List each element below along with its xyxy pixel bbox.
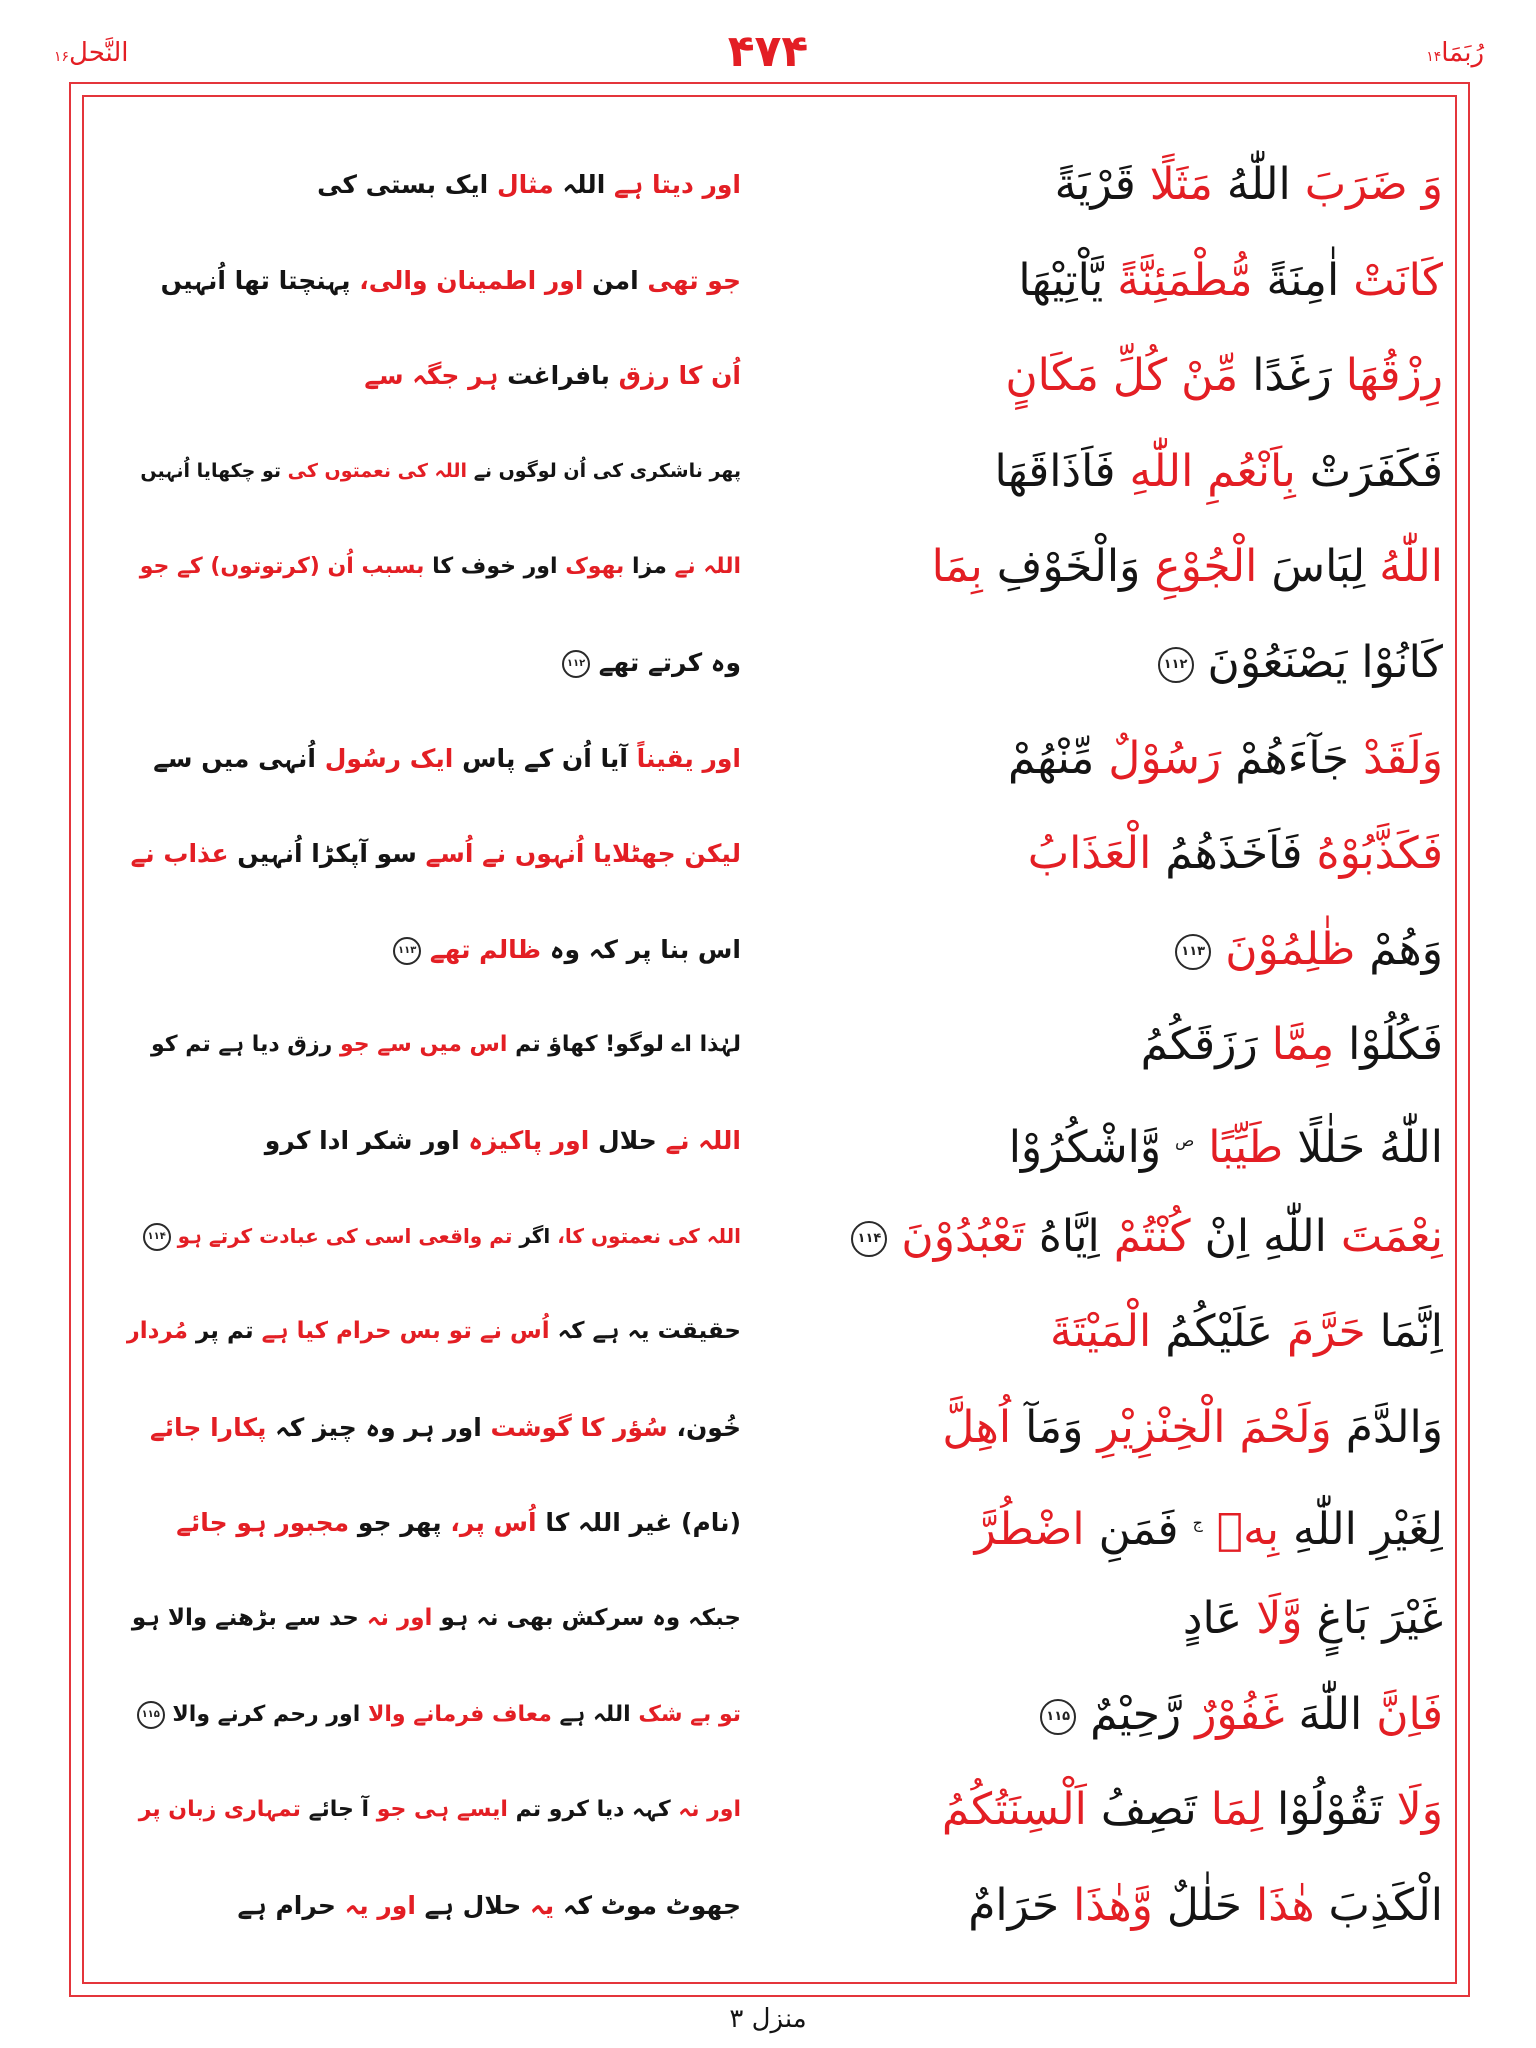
text-segment: اُهِلَّ	[942, 1401, 1012, 1453]
arabic-line	[768, 615, 1443, 711]
ayah-marker: ۱۱۴	[851, 1221, 887, 1257]
text-segment: اگر	[519, 1223, 551, 1248]
text-segment: فَكُلُوْا	[1348, 1019, 1443, 1071]
text-segment: کہہ دیا کرو تم	[515, 1797, 671, 1823]
text-segment: غَفُوْرٌ	[1195, 1688, 1285, 1740]
text-segment: رَزَقَكُمُ	[1140, 1019, 1258, 1071]
text-segment: اور دیتا ہے	[613, 170, 741, 199]
arabic-line	[768, 806, 1443, 902]
text-segment: رِزْقُهَا	[1345, 350, 1443, 402]
arabic-line	[768, 519, 1443, 615]
text-segment: اور خوف کا	[432, 554, 558, 580]
surah-number: ۱۶	[54, 49, 70, 65]
text-segment: وَّاشْكُرُوْا	[1008, 1121, 1162, 1173]
text-segment: (نام) غیر اللہ کا	[545, 1508, 741, 1538]
arabic-line	[768, 997, 1443, 1093]
text-segment: پھر جو	[357, 1508, 442, 1538]
text-segment: پکارا جائے	[149, 1412, 267, 1442]
text-segment: وَلَحْمَ الْخِنْزِيْرِ	[1097, 1401, 1332, 1453]
text-segment: كُنْتُمْ	[1113, 1210, 1191, 1262]
text-segment: وَلَقَدْ	[1362, 732, 1443, 784]
text-segment: وَالْخَوْفِ	[996, 541, 1141, 593]
text-segment: اللّٰهِ اِنْ	[1204, 1210, 1327, 1262]
text-segment: وَّلَا	[1256, 1593, 1303, 1644]
text-segment: تَعْبُدُوْنَ	[901, 1210, 1025, 1262]
text-segment: اللّٰهُ حَلٰلًا	[1297, 1121, 1443, 1173]
text-segment: سُؤر کا گوشت	[490, 1412, 668, 1442]
text-segment: لِبَاسَ	[1271, 541, 1366, 593]
text-segment: جبکہ وہ سرکش بھی نہ ہو	[440, 1605, 741, 1631]
text-segment: حد سے بڑھنے والا ہو	[131, 1605, 359, 1631]
text-segment: بِهٖ	[1216, 1504, 1280, 1556]
urdu-line	[126, 1284, 741, 1380]
text-segment: وَهُمْ	[1369, 923, 1443, 975]
urdu-line	[126, 711, 741, 807]
text-segment: سو آپکڑا اُنہیں	[237, 839, 417, 869]
text-segment: ایسے ہی جو	[376, 1797, 508, 1823]
text-segment: اور اطمینان والی،	[359, 265, 584, 295]
text-segment: ایک رسُول	[324, 743, 454, 773]
text-segment: حلال ہے	[424, 1890, 522, 1920]
urdu-column	[126, 137, 741, 1954]
text-segment: ظٰلِمُوْنَ	[1225, 923, 1356, 975]
urdu-line	[126, 519, 741, 615]
arabic-line	[768, 1093, 1443, 1189]
text-segment: اللہ کی نعمتوں کی	[287, 459, 468, 482]
arabic-line	[768, 1667, 1443, 1763]
text-segment: اُنہی میں سے	[153, 743, 317, 773]
text-segment: وَ ضَرَبَ	[1304, 159, 1443, 210]
text-segment: مجبور ہو جائے	[176, 1508, 350, 1538]
text-segment: اس میں سے جو	[339, 1032, 508, 1058]
text-segment: فَكَفَرَتْ	[1309, 445, 1443, 497]
text-segment: رَغَدًا	[1252, 350, 1332, 402]
urdu-line	[126, 424, 741, 520]
ayah-marker: ۱۱۵	[137, 1701, 165, 1729]
text-segment: اور شکر ادا کرو	[264, 1126, 460, 1155]
text-segment: كَانَتْ	[1353, 254, 1443, 306]
text-segment: اور نہ	[678, 1797, 741, 1823]
urdu-line	[126, 615, 741, 711]
text-segment: وہ کرتے تھے	[598, 648, 741, 677]
text-segment: مِّنْهُمْ	[1007, 732, 1095, 784]
arabic-line	[768, 1475, 1443, 1571]
text-segment: اُس پر،	[450, 1508, 537, 1538]
arabic-column	[768, 137, 1443, 1954]
text-segment: اِنَّمَا	[1379, 1306, 1443, 1358]
text-segment: آ جائے	[308, 1797, 370, 1823]
text-segment: ہر جگہ سے	[364, 361, 499, 391]
text-segment: اس بنا پر کہ وہ	[549, 934, 741, 964]
text-segment: لہٰذا اے لوگو! کھاؤ تم	[515, 1032, 741, 1058]
urdu-line	[126, 1093, 741, 1189]
text-segment: آیا اُن کے پاس	[462, 743, 628, 773]
text-segment: الْجُوْعِ	[1154, 541, 1258, 593]
arabic-line	[768, 902, 1443, 998]
text-segment: ایک بستی کی	[317, 170, 489, 199]
text-segment: الْكَذِبَ	[1328, 1879, 1443, 1931]
text-segment: اللّٰهُ	[1379, 541, 1443, 593]
text-segment: مَثَلًا	[1149, 159, 1213, 210]
text-segment: رَسُوْلٌ	[1108, 732, 1222, 784]
text-segment: مزا	[631, 554, 667, 580]
text-segment: تَقُوْلُوْا	[1277, 1784, 1383, 1836]
urdu-line	[126, 902, 741, 998]
urdu-line	[126, 806, 741, 902]
text-segment: اِيَّاهُ	[1038, 1210, 1100, 1262]
text-segment: مِّنْ كُلِّ مَكَانٍ	[1005, 350, 1239, 402]
text-segment: حَلٰلٌ	[1166, 1879, 1243, 1931]
text-segment: عذاب نے	[130, 839, 229, 869]
pause-mark: ج	[1192, 1513, 1203, 1533]
text-segment: حلال	[598, 1126, 657, 1155]
ayah-marker: ۱۱۴	[143, 1223, 171, 1251]
urdu-line	[126, 1667, 741, 1763]
text-segment: اور نہ	[366, 1605, 433, 1631]
text-segment: بِمَا	[931, 541, 983, 593]
juz-number: ۱۴	[1426, 49, 1442, 65]
text-segment: اللہ ہے	[559, 1701, 631, 1727]
urdu-line	[126, 137, 741, 233]
urdu-line	[126, 233, 741, 329]
text-segment: وَّهٰذَا	[1073, 1879, 1153, 1931]
text-segment: الْعَذَابُ	[1027, 828, 1152, 880]
ayah-marker: ۱۱۳	[393, 937, 421, 965]
text-segment: مُّطْمَئِنَّةً	[1117, 254, 1253, 306]
text-segment: امن	[592, 265, 639, 295]
arabic-line	[768, 424, 1443, 520]
urdu-line	[126, 328, 741, 424]
text-segment: اللہ	[562, 170, 606, 199]
text-segment: اُن کا رزق	[618, 361, 741, 391]
header-juz	[1426, 38, 1484, 68]
text-segment: اللہ نے	[674, 554, 741, 580]
text-segment: اللہ نے	[665, 1126, 741, 1155]
text-segment: بِاَنْعُمِ اللّٰهِ	[1129, 445, 1296, 497]
text-segment: تمہاری زبان پر	[138, 1797, 301, 1823]
ayah-marker: ۱۱۲	[562, 650, 590, 678]
pause-mark: ص	[1175, 1131, 1195, 1150]
text-segment: عَلَيْكُمُ	[1165, 1306, 1273, 1358]
text-segment: كَانُوْا يَصْنَعُوْنَ	[1207, 637, 1443, 688]
text-segment: تو بے شک	[638, 1701, 741, 1727]
text-segment: فَاَذَاقَهَا	[994, 445, 1116, 497]
arabic-line	[768, 1762, 1443, 1858]
arabic-line	[768, 1858, 1443, 1954]
text-segment: حَرَّمَ	[1286, 1306, 1366, 1358]
text-segment: حرام ہے	[237, 1890, 336, 1920]
text-segment: جھوٹ موٹ کہ	[562, 1890, 741, 1920]
text-segment: فَمَنِ	[1098, 1504, 1179, 1556]
text-segment: وَلَا	[1396, 1784, 1443, 1836]
urdu-line	[126, 1189, 741, 1285]
juz-name: رُبَمَا	[1441, 38, 1484, 68]
text-segment: اور پاکیزہ	[468, 1126, 590, 1155]
text-segment: اور رحم کرنے والا	[172, 1701, 361, 1727]
arabic-line	[768, 711, 1443, 807]
text-segment: رزق دیا ہے تم کو	[150, 1032, 333, 1058]
ayah-marker: ۱۱۲	[1158, 647, 1194, 683]
text-segment: فَاَخَذَهُمُ	[1165, 828, 1303, 880]
text-segment: اضْطُرَّ	[974, 1504, 1085, 1556]
arabic-line	[768, 1284, 1443, 1380]
text-segment: الْمَيْتَةَ	[1050, 1306, 1152, 1358]
text-segment: عَادٍ	[1182, 1593, 1243, 1644]
arabic-line	[768, 137, 1443, 233]
text-segment: غَيْرَ بَاغٍ	[1316, 1593, 1443, 1644]
arabic-line	[768, 1380, 1443, 1476]
text-segment: بھوک	[565, 554, 625, 580]
text-segment: رَّحِيْمٌ	[1090, 1688, 1182, 1740]
text-segment: اور ہر وہ چیز کہ	[275, 1412, 482, 1442]
text-segment: اور یہ	[344, 1890, 416, 1920]
ayah-marker: ۱۱۳	[1175, 934, 1211, 970]
text-segment: لِمَا	[1210, 1784, 1264, 1836]
text-segment: لِغَيْرِ اللّٰهِ	[1293, 1504, 1443, 1556]
text-segment: حَرَامٌ	[968, 1879, 1060, 1931]
text-segment: مِمَّا	[1271, 1019, 1335, 1071]
urdu-line	[126, 997, 741, 1093]
arabic-line	[768, 328, 1443, 424]
text-segment: بافراغت	[507, 361, 610, 391]
footer-manzil: منزل ۳	[729, 2004, 807, 2034]
text-segment: اَلْسِنَتُكُمُ	[941, 1784, 1087, 1836]
surah-name: النَّحل	[69, 38, 129, 68]
text-segment: جو تھی	[647, 265, 741, 295]
text-segment: يَّاْتِيْهَا	[1018, 254, 1104, 306]
urdu-line	[126, 1475, 741, 1571]
text-segment: بسبب اُن (کرتوتوں) کے جو	[139, 554, 425, 580]
page-number: ۴۷۴	[727, 26, 809, 77]
text-segment: ظالم تھے	[429, 934, 542, 964]
urdu-line	[126, 1762, 741, 1858]
text-segment: تم واقعی اسی کی عبادت کرتے ہو	[177, 1223, 513, 1248]
text-segment: فَكَذَّبُوْهُ	[1316, 828, 1443, 880]
text-segment: اور یقیناً	[636, 743, 741, 773]
urdu-line	[126, 1858, 741, 1954]
text-segment: معاف فرمانے والا	[367, 1701, 552, 1727]
text-segment: تم پر	[196, 1318, 254, 1345]
text-segment: اللّٰهَ	[1298, 1688, 1363, 1740]
text-segment: لیکن جھٹلایا اُنہوں نے اُسے	[425, 839, 741, 869]
text-segment: پھر ناشکری کی اُن لوگوں نے	[473, 459, 741, 482]
text-segment: اٰمِنَةً	[1266, 254, 1340, 306]
text-segment: حقیقت یہ ہے کہ	[557, 1318, 741, 1345]
text-segment: فَاِنَّ	[1376, 1688, 1443, 1740]
text-segment: هٰذَا	[1256, 1879, 1315, 1931]
arabic-line	[768, 233, 1443, 329]
text-segment: وَالدَّمَ	[1345, 1401, 1443, 1453]
arabic-line	[768, 1571, 1443, 1667]
text-segment: مثال	[496, 170, 554, 199]
text-segment: جَآءَهُمْ	[1235, 732, 1349, 784]
text-segment: اللہ کی نعمتوں کا،	[557, 1223, 741, 1248]
text-segment: اُس نے تو بس حرام کیا ہے	[261, 1318, 550, 1345]
urdu-line	[126, 1380, 741, 1476]
text-segment: قَرْيَةً	[1054, 159, 1136, 210]
text-segment: نِعْمَتَ	[1340, 1210, 1443, 1262]
urdu-line	[126, 1571, 741, 1667]
text-segment: طَيِّبًا	[1208, 1121, 1284, 1173]
text-segment: تو چکھایا اُنہیں	[140, 459, 282, 482]
arabic-line	[768, 1189, 1443, 1285]
text-segment: مُردار	[126, 1318, 188, 1345]
header-surah	[54, 38, 129, 68]
text-segment: یہ	[530, 1890, 555, 1920]
ayah-marker: ۱۱۵	[1040, 1699, 1076, 1735]
text-segment: تَصِفُ	[1100, 1784, 1197, 1836]
text-segment: خُون،	[676, 1412, 741, 1442]
text-segment: وَمَآ	[1025, 1401, 1084, 1453]
text-segment: اللّٰهُ	[1226, 159, 1291, 210]
text-segment: پہنچتا تھا اُنہیں	[160, 265, 351, 295]
